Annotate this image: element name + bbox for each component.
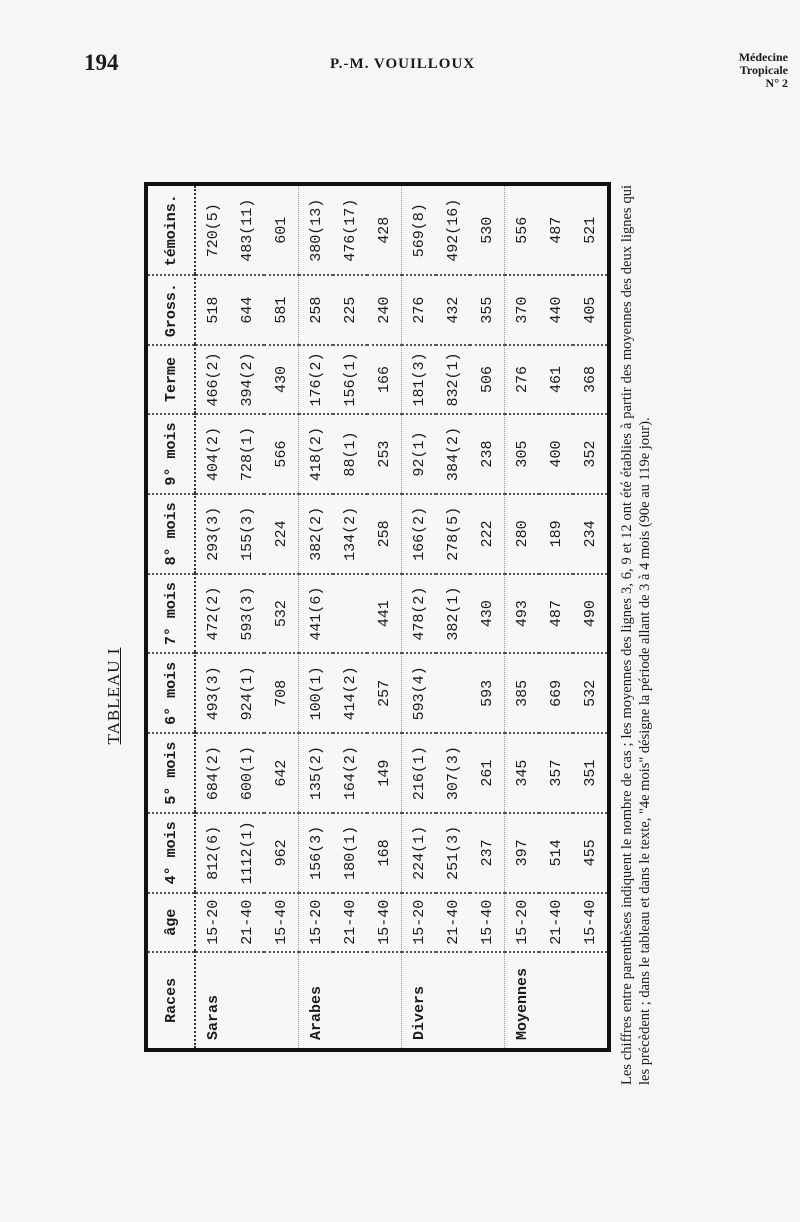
value-cell: 418(2) <box>299 414 334 494</box>
table-row <box>470 184 505 1050</box>
value-cell: 166(2) <box>402 494 437 574</box>
value-cell: 149 <box>367 733 402 813</box>
value-cell: 368 <box>573 345 609 414</box>
age-cell: 21-40 <box>539 893 573 952</box>
value-cell: 352 <box>573 414 609 494</box>
value-cell: 258 <box>367 494 402 574</box>
value-cell: 1112(1) <box>230 813 264 893</box>
value-cell: 728(1) <box>230 414 264 494</box>
table-row <box>264 184 299 1050</box>
column-header: Terme <box>146 345 195 414</box>
value-cell: 669 <box>539 653 573 733</box>
value-cell: 251(3) <box>436 813 470 893</box>
running-header-author: P.-M. VOUILLOUX <box>330 56 476 72</box>
value-cell: 428 <box>367 184 402 275</box>
value-cell: 466(2) <box>195 345 230 414</box>
value-cell: 441 <box>367 574 402 654</box>
value-cell: 404(2) <box>195 414 230 494</box>
value-cell: 345 <box>505 733 540 813</box>
value-cell: 276 <box>402 275 437 344</box>
value-cell <box>333 574 367 654</box>
row-group-label <box>573 952 609 1050</box>
value-cell: 593(4) <box>402 653 437 733</box>
table-header-row <box>146 184 195 1050</box>
row-group-label <box>436 952 470 1050</box>
age-cell: 15-40 <box>264 893 299 952</box>
column-header: 8° mois <box>146 494 195 574</box>
value-cell: 440 <box>539 275 573 344</box>
row-group-label <box>470 952 505 1050</box>
value-cell: 225 <box>333 275 367 344</box>
value-cell: 305 <box>505 414 540 494</box>
value-cell: 532 <box>573 653 609 733</box>
value-cell: 380(13) <box>299 184 334 275</box>
table-row <box>299 184 334 1050</box>
value-cell: 514 <box>539 813 573 893</box>
value-cell: 88(1) <box>333 414 367 494</box>
value-cell: 644 <box>230 275 264 344</box>
value-cell: 432 <box>436 275 470 344</box>
value-cell: 276 <box>505 345 540 414</box>
column-header: témoins. <box>146 184 195 275</box>
column-header: âge <box>146 893 195 952</box>
journal-name <box>698 51 788 90</box>
table-row <box>505 184 540 1050</box>
value-cell <box>436 653 470 733</box>
table-row <box>333 184 367 1050</box>
value-cell: 237 <box>470 813 505 893</box>
row-group-label <box>333 952 367 1050</box>
value-cell: 92(1) <box>402 414 437 494</box>
value-cell: 382(2) <box>299 494 334 574</box>
value-cell: 181(3) <box>402 345 437 414</box>
value-cell: 385 <box>505 653 540 733</box>
value-cell: 430 <box>470 574 505 654</box>
value-cell: 708 <box>264 653 299 733</box>
value-cell: 414(2) <box>333 653 367 733</box>
table-footnote: Les chiffres entre parenthèses indiquent le nombre de cas ; les moyennes des lignes 3, 6, 9 et 12 ont été établies à partir des moyennes des deux lignes qui les précèdent ; dans le tableau et dans le texte, "4e mois" désigne la période allant de 3 à 4 mois (90e au 119e jour). <box>619 185 653 1085</box>
value-cell: 100(1) <box>299 653 334 733</box>
value-cell: 253 <box>367 414 402 494</box>
value-cell: 382(1) <box>436 574 470 654</box>
value-cell: 506 <box>470 345 505 414</box>
value-cell: 293(3) <box>195 494 230 574</box>
value-cell: 924(1) <box>230 653 264 733</box>
value-cell: 222 <box>470 494 505 574</box>
value-cell: 351 <box>573 733 609 813</box>
column-header: 9° mois <box>146 414 195 494</box>
value-cell: 189 <box>539 494 573 574</box>
value-cell: 962 <box>264 813 299 893</box>
row-group-label: Saras <box>204 994 222 1040</box>
row-group-label: Arabes <box>307 985 325 1040</box>
row-group-label: Divers <box>410 985 428 1040</box>
age-cell: 21-40 <box>333 893 367 952</box>
value-cell: 355 <box>470 275 505 344</box>
value-cell: 405 <box>573 275 609 344</box>
value-cell: 430 <box>264 345 299 414</box>
value-cell: 258 <box>299 275 334 344</box>
age-cell: 15-20 <box>195 893 230 952</box>
value-cell: 394(2) <box>230 345 264 414</box>
value-cell: 280 <box>505 494 540 574</box>
value-cell: 135(2) <box>299 733 334 813</box>
data-table <box>144 182 611 1052</box>
value-cell: 397 <box>505 813 540 893</box>
table-row <box>402 184 437 1050</box>
journal-line: Médecine <box>738 50 788 64</box>
value-cell: 483(11) <box>230 184 264 275</box>
value-cell: 400 <box>539 414 573 494</box>
column-header: 6° mois <box>146 653 195 733</box>
age-cell: 15-40 <box>573 893 609 952</box>
value-cell: 384(2) <box>436 414 470 494</box>
age-cell: 15-40 <box>367 893 402 952</box>
row-group-label <box>367 952 402 1050</box>
value-cell: 593 <box>470 653 505 733</box>
value-cell: 532 <box>264 574 299 654</box>
value-cell: 530 <box>470 184 505 275</box>
value-cell: 441(6) <box>299 574 334 654</box>
value-cell: 493(3) <box>195 653 230 733</box>
column-header: 5° mois <box>146 733 195 813</box>
column-header: 4° mois <box>146 813 195 893</box>
value-cell: 234 <box>573 494 609 574</box>
value-cell: 168 <box>367 813 402 893</box>
value-cell: 257 <box>367 653 402 733</box>
value-cell: 176(2) <box>299 345 334 414</box>
journal-line: N° 2 <box>765 76 788 90</box>
value-cell: 224 <box>264 494 299 574</box>
table-row <box>230 184 264 1050</box>
value-cell: 642 <box>264 733 299 813</box>
value-cell: 832(1) <box>436 345 470 414</box>
age-cell: 15-40 <box>470 893 505 952</box>
value-cell: 521 <box>573 184 609 275</box>
table-row <box>195 184 230 1050</box>
value-cell: 493 <box>505 574 540 654</box>
value-cell: 370 <box>505 275 540 344</box>
value-cell: 556 <box>505 184 540 275</box>
value-cell: 720(5) <box>195 184 230 275</box>
value-cell: 601 <box>264 184 299 275</box>
value-cell: 278(5) <box>436 494 470 574</box>
age-cell: 15-20 <box>505 893 540 952</box>
value-cell: 261 <box>470 733 505 813</box>
table-row <box>367 184 402 1050</box>
table-row <box>436 184 470 1050</box>
value-cell: 487 <box>539 184 573 275</box>
value-cell: 812(6) <box>195 813 230 893</box>
value-cell: 307(3) <box>436 733 470 813</box>
value-cell: 357 <box>539 733 573 813</box>
value-cell: 180(1) <box>333 813 367 893</box>
value-cell: 600(1) <box>230 733 264 813</box>
value-cell: 240 <box>367 275 402 344</box>
age-cell: 21-40 <box>230 893 264 952</box>
value-cell: 492(16) <box>436 184 470 275</box>
column-header: 7° mois <box>146 574 195 654</box>
value-cell: 156(3) <box>299 813 334 893</box>
value-cell: 569(8) <box>402 184 437 275</box>
journal-line: Tropicale <box>739 63 788 77</box>
value-cell: 478(2) <box>402 574 437 654</box>
row-group-label <box>539 952 573 1050</box>
row-group-label <box>264 952 299 1050</box>
column-header: Races <box>146 952 195 1050</box>
data-table-rotated <box>144 182 606 1052</box>
value-cell: 566 <box>264 414 299 494</box>
value-cell: 155(3) <box>230 494 264 574</box>
column-header: Gross. <box>146 275 195 344</box>
value-cell: 156(1) <box>333 345 367 414</box>
value-cell: 216(1) <box>402 733 437 813</box>
row-group-label <box>230 952 264 1050</box>
page-number: 194 <box>84 50 119 75</box>
age-cell: 15-20 <box>402 893 437 952</box>
value-cell: 476(17) <box>333 184 367 275</box>
table-body <box>195 184 609 1050</box>
value-cell: 164(2) <box>333 733 367 813</box>
age-cell: 21-40 <box>436 893 470 952</box>
value-cell: 166 <box>367 345 402 414</box>
value-cell: 134(2) <box>333 494 367 574</box>
value-cell: 238 <box>470 414 505 494</box>
table-row <box>573 184 609 1050</box>
age-cell: 15-20 <box>299 893 334 952</box>
value-cell: 684(2) <box>195 733 230 813</box>
value-cell: 224(1) <box>402 813 437 893</box>
table-row <box>539 184 573 1050</box>
value-cell: 461 <box>539 345 573 414</box>
row-group-label: Moyennes <box>513 967 531 1040</box>
value-cell: 472(2) <box>195 574 230 654</box>
table-caption: TABLEAU I <box>104 647 123 745</box>
value-cell: 518 <box>195 275 230 344</box>
value-cell: 455 <box>573 813 609 893</box>
value-cell: 593(3) <box>230 574 264 654</box>
value-cell: 490 <box>573 574 609 654</box>
value-cell: 581 <box>264 275 299 344</box>
value-cell: 487 <box>539 574 573 654</box>
